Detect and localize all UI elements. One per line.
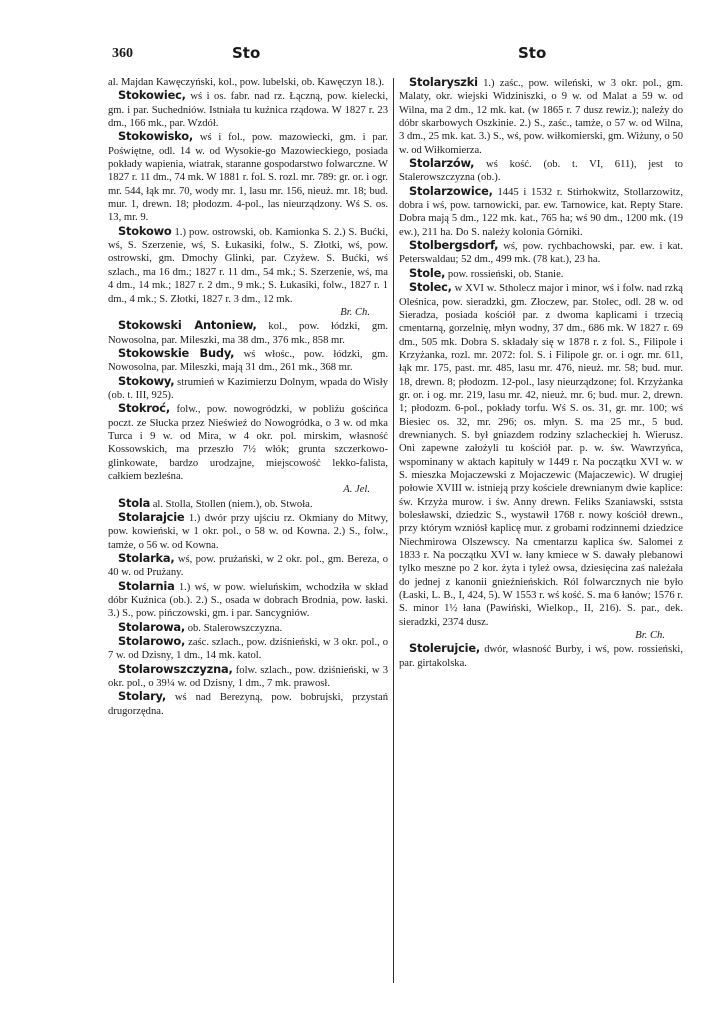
entry-headword: Stolarajcie xyxy=(118,510,185,524)
dictionary-entry xyxy=(108,552,388,580)
entry-text: folw., pow. nowogródzki, w pobliżu gościńca poczt. ze Słucka przez Nieświeź do Nowogródka, o 3 w. od mka Turca i 9 w. od Mira, w 4 okr. pol. mirskim, własność Kossowskich, ma przeszło 7½ włók; grunta szczerkowo-glinkowate, bardzo urodzajne, miejscowość lekko-falista, całkiem bezleśna. xyxy=(108,404,389,482)
dictionary-entry xyxy=(399,157,683,185)
entry-text: wś włośc., pow. łódzki, gm. Nowosolna, par. Mileszki, mają 31 dm., 261 mk., 368 mr. xyxy=(108,348,388,374)
dictionary-entry xyxy=(108,511,388,552)
running-head-right: Sto xyxy=(518,44,547,62)
entry-author-signature: Br. Ch. xyxy=(340,306,370,318)
column-divider xyxy=(393,78,394,983)
entry-text: 1.) wś, w pow. wieluńskim, wchodziła w skład dóbr Kuźnica (ob.). 2.) S., osada w dobrach Brodnia, pow. łaski. 3.) S., pow. pińczowski, gm. i par. Sancygniów. xyxy=(108,581,389,620)
entry-headword: Stokowski Antoniew, xyxy=(118,318,257,333)
entry-text: wś i fol., pow. mazowiecki, gm. i par. Poświętne, odl. 14 w. od Wysokie-go Mazowieckiego, posiada pokłady wapienia, wiatrak, staranne gospodarstwo folwarczne. W 1827 r. 11 dm., 74 mk. W 1881 r. fol. S. rozl. mr. 789: gr. or. i ogr. mr. 544, łąk mr. 70, wody mr. 1, lasu mr. 156, nieuż. mr. 18; bud. mur. 1, drewn. 18; płodozm. 4-pol., las nieurządzony. Wś S. os. 13, mr. 9. xyxy=(108,132,388,224)
entry-text: ob. Stalerowszczyzna. xyxy=(187,622,283,634)
entry-headword: Stolarowa, xyxy=(118,619,186,634)
page-number: 360 xyxy=(112,46,133,61)
entry-text: pow. rossieński, ob. Stanie. xyxy=(447,268,564,280)
dictionary-entry xyxy=(108,319,388,347)
entry-text: 1.) pow. ostrowski, ob. Kamionka S. 2.) S. Bućki, wś, S. Szerzenie, wś, S. Łukasiki, folw., S. Złotki, wś, pow. ostrowski, gm. Dmochy Glinki, par. Czyżew. S. Bućki, wś szlach., ma 16 dm.; 1827 r. 11 dm., 54 mk.; S. Szerzenie, wś, ma 4 dm., 14 mk.; 1827 r. 2 dm., 9 mk.; S. Łukasiki, folw., 1827 r. 1 dm., 4 mk.; S. Złotki, 1827 r. 3 dm., 12 mk. xyxy=(108,226,388,305)
entry-text: strumień w Kazimierzu Dolnym, wpada do Wisły (ob. t. III, 925). xyxy=(108,376,388,401)
dictionary-entry xyxy=(399,76,683,157)
entry-headword: Stole, xyxy=(409,265,446,280)
entry-text: wś kość. (ob. t. VI, 611), jest to Stalerowszczyzna (ob.). xyxy=(399,159,683,184)
entry-text: folw. szlach., pow. dziśnieński, w 3 okr. pol., o 39¼ w. od Dzisny, 1 dm., 7 mk. prawosł. xyxy=(108,664,388,690)
entry-text: 1.) dwór przy ujściu rz. Okmiany do Mitwy, pow. kowieński, w 1 okr. pol., o 58 w. od Kowna. 2.) S., folw., tamże, o 56 w. od Kowna. xyxy=(108,513,388,551)
entry-author-signature: Br. Ch. xyxy=(635,630,665,642)
left-column xyxy=(108,76,388,718)
entry-headword: Stolarowo, xyxy=(118,634,186,649)
entry-text: dwór, własność Burby, i wś, pow. rossieński, par. girtakolska. xyxy=(399,644,683,669)
entry-headword: Stokroć, xyxy=(118,401,170,416)
entry-text: 1.) zaśc., pow. wileński, w 3 okr. pol., gm. Malaty, okr. wiejski Widziniszki, o 9 w. od Malat a 59 w. od Wilna, ma 2 dm., 12 mk. kat. (w 1865 r. 7 dusz rewiz.); należy do dóbr skarbowych Oszkinie. 2.) S., zaśc., tamże, o 57 w. od Wilna, 3 dm., 25 mk. kat. 3.) S., wś, pow. wiłkomierski, gm. Wiżuny, o 50 w. od Wiłkomierza. xyxy=(399,78,683,156)
dictionary-entry xyxy=(108,347,388,375)
entry-text: wś i os. fabr. nad rz. Łączną, pow. kielecki, gm. i par. Suchedniów. Istniała tu kuźnica rządowa. W 1827 r. 23 dm., 166 mk., par. Wzdół. xyxy=(108,91,388,130)
entry-text: 1445 i 1532 r. Stirhokwitz, Stollarzowitz, dobra i wś, pow. tarnowicki, par. ew. Tarnowice, kat. Repty Stare. Dobra mają 5 dm., 122 mk. kat., 765 ha; wś 90 dm., 1200 mk. (19 ew.), 211 ha. Do S. należy kolonia Górniki. xyxy=(399,186,683,238)
entry-headword: Stolarzów, xyxy=(409,156,475,171)
entry-headword: Stolarzowice, xyxy=(409,183,493,198)
entry-headword: Stokowisko, xyxy=(118,129,193,144)
entry-text: w XVI w. Stholecz major i minor, wś i folw. nad rzką Oleśnica, pow. sieradzki, gm. Złoczew, par. Stolec, odl. 28 w. od Sieradza, posiada kościół par. z dwoma kaplicami i trzecią cmentarną, gorzelnię, młyn wodny, 37 dm., 686 mk. W 1827 r. 69 dm., 505 mk. Dobra S. składały się w 1878 r. z fol. S., Filipole i Krzyżanka, rozl. mr. 2072: fol. S. i Filipole gr. or. i ogr. mr. 611, łąk mr. 175, past. mr. 485, lasu mr. 476, nieuż. mr. 58; bud. mur. 18, drewn. 8; płodozm. 12-pol., lasy nieurządzone; fol. Krzyżanka gr. or. i og. mr. 219, lasu mr. 42, nieuż. mr. 6; bud. mur. 2, drewn. 1; płodozm. 6-pol., pokłady torfu. Wś S. os. 31, gr. mr. 100; wś Biesiec os. 32, mr. 296; os. młyn. S. ma 25 mr., 5 bud. drewnianych. S. był gniazdem rodziny szlacheckiej h. Wierusz. Oni zapewne założyli tu kościół par. p. w. św. Wawrzyńca, wspominany w aktach kapituły w 1449 r. Na początku XVI w. w S. mieszka Mojaczewski z Mojaczewic (Majaczewic). W drugiej połowie XVIII w. istnieją przy kościele drewnianym dwie kaplice: św. Krzyża murow. i św. Anny drewn. Feliks Szaniawski, sststa bolesławski, dziedzic S., wystawił 1768 r. nowy kościół drewn., przy którym wzniósł kaplicę mur. z grobami rodzinnemi dziedzice Niechmirowa Olszewscy. Na cmentarzu kaplica św. Salomei z 1833 r. Na początku XVI w. łany kmiece w S. dawały plebanowi tylko meszne po 2 kor. żyta i tyleż owsa, dziesięcina zaś należała do jednej z kanonii gnieźnieńskich. Ról folwarcznych nie było (Łaski, L. B., I, 424, 5). W 1553 r. wś kość. S. ma 6 łanów; 1576 r. S. minor 1½ łana (Pawiński, Wielkop., II, 216). S. par., dek. sieradzki, 2374 dusz. xyxy=(399,283,683,628)
dictionary-entry xyxy=(108,130,388,224)
entry-headword: Stolerujcie, xyxy=(409,641,481,656)
dictionary-entry xyxy=(108,621,388,635)
dictionary-entry xyxy=(108,375,388,403)
dictionary-entry xyxy=(108,580,388,621)
entry-text: al. Stolla, Stollen (niem.), ob. Stwoła. xyxy=(152,498,313,510)
dictionary-entry xyxy=(399,185,683,239)
running-head-left: Sto xyxy=(232,44,261,62)
dictionary-entry xyxy=(108,402,388,496)
entry-text: wś, pow. prużański, w 2 okr. pol., gm. Bereza, o 40 w. od Prużany. xyxy=(108,554,388,579)
entry-text: kol., pow. łódzki, gm. Nowosolna, par. Mileszki, ma 38 dm., 376 mk., 858 mr. xyxy=(108,321,388,346)
dictionary-entry xyxy=(399,239,683,267)
entry-headword: Stolbergsdorf, xyxy=(409,238,499,253)
entry-headword: Stola xyxy=(118,495,151,510)
entry-headword: Stokowo xyxy=(118,223,172,238)
entry-text: zaśc. szlach., pow. dziśnieński, w 3 okr. pol., o 7 w. od Dzisny, 1 dm., 14 mk. katol. xyxy=(108,637,388,662)
dictionary-entry xyxy=(108,635,388,663)
entry-headword: Stolarka, xyxy=(118,551,175,566)
dictionary-entry xyxy=(399,281,683,642)
entry-text: wś nad Berezyną, pow. bobrujski, przystań drugorzędna. xyxy=(108,692,389,717)
dictionary-entry xyxy=(108,89,388,130)
entry-headword: Stokowskie Budy, xyxy=(118,345,235,360)
entry-headword: Stolec, xyxy=(409,280,452,295)
right-column xyxy=(399,76,683,670)
dictionary-entry xyxy=(108,663,388,691)
entry-headword: Stokowiec, xyxy=(118,88,186,103)
entry-text: wś, pow. rychbachowski, par. ew. i kat. Peterswaldau; 52 dm., 499 mk. (78 kat.), 23 ha. xyxy=(399,241,683,266)
entry-headword: Stolarowszczyzna, xyxy=(118,661,233,676)
entry-author-signature: A. Jel. xyxy=(343,484,370,496)
entry-headword: Stolary, xyxy=(118,689,166,704)
entry-headword: Stolaryszki xyxy=(409,75,478,89)
dictionary-entry xyxy=(108,690,388,718)
dictionary-entry xyxy=(108,497,388,511)
entry-text: al. Majdan Kawęczyński, kol., pow. lubelski, ob. Kawęczyn 18.). xyxy=(108,77,385,88)
dictionary-entry xyxy=(399,267,683,281)
dictionary-entry xyxy=(108,76,388,89)
entry-headword: Stokowy, xyxy=(118,373,175,388)
dictionary-entry xyxy=(399,642,683,670)
dictionary-entry xyxy=(108,225,388,319)
entry-headword: Stolarnia xyxy=(118,578,175,593)
